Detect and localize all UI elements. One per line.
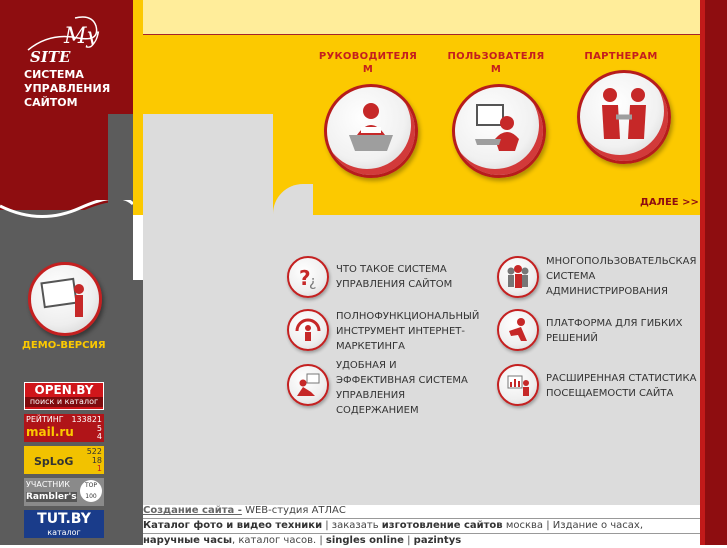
content-management-icon[interactable] — [287, 364, 329, 406]
footer-line-2 — [143, 519, 700, 533]
openby-counter[interactable] — [24, 382, 104, 410]
mailru-value: 4 — [96, 432, 102, 441]
presentation-board-icon — [31, 265, 99, 333]
openby-title: OPEN.BY — [34, 383, 94, 397]
tutby-counter[interactable] — [24, 510, 104, 538]
top-bar — [143, 0, 700, 35]
splog-value: 522 — [86, 447, 102, 456]
more-link[interactable]: ДАЛЕЕ >> — [640, 197, 699, 208]
feature-multiuser-link[interactable] — [546, 254, 696, 299]
footer-link[interactable]: наручные часы — [143, 535, 232, 546]
feature-text-line: ПОЛНОФУНКЦИОНАЛЬНЫЙ — [336, 311, 480, 322]
header-wave-decoration — [0, 200, 133, 230]
feature-text-line: РАСШИРЕННАЯ СТАТИСТИКА — [546, 373, 697, 384]
manager-at-desk-icon — [327, 87, 415, 175]
content-corner — [143, 114, 273, 215]
feature-text-line: МНОГОПОЛЬЗОВАТЕЛЬСКАЯ — [546, 256, 697, 267]
statistics-chart-icon[interactable] — [497, 364, 539, 406]
tutby-title: TUT.BY — [37, 511, 91, 527]
feature-text-line: МАРКЕТИНГА — [336, 341, 405, 352]
system-title-line: САЙТОМ — [24, 96, 78, 109]
feature-content-link[interactable] — [336, 358, 468, 418]
feature-text-line: ЧТО ТАКОЕ СИСТЕМА — [336, 264, 447, 275]
feature-text-line: УПРАВЛЕНИЯ САЙТОМ — [336, 279, 453, 290]
mailru-value: 5 — [96, 424, 102, 433]
mailru-counter[interactable] — [24, 414, 104, 442]
feature-statistics-link[interactable] — [546, 371, 696, 401]
role-partners-button[interactable] — [577, 70, 671, 164]
marketing-tool-icon[interactable] — [287, 309, 329, 351]
system-title-line: СИСТЕМА — [24, 68, 84, 81]
mailru-value: 133821 — [71, 415, 102, 424]
footer-line-1 — [143, 504, 700, 518]
platform-figure-icon[interactable] — [497, 309, 539, 351]
footer-link[interactable]: pazintys — [413, 535, 462, 546]
logo-my-text: My — [64, 24, 99, 49]
feature-text-line: СОДЕРЖАНИЕМ — [336, 405, 419, 416]
footer-line-3 — [143, 534, 700, 548]
feature-text-line: УПРАВЛЕНИЯ — [336, 390, 406, 401]
role-label-line: М — [362, 64, 374, 75]
splog-value: 18 — [91, 456, 102, 465]
rambler-title: УЧАСТНИК — [26, 480, 70, 489]
footer-text: | — [403, 535, 414, 546]
right-border-line — [700, 0, 705, 545]
role-users-link[interactable] — [441, 50, 551, 76]
footer-link[interactable]: Каталог фото и видео техники — [143, 520, 323, 531]
role-partners-link[interactable] — [566, 50, 676, 63]
rambler-counter[interactable] — [24, 478, 104, 506]
rambler-brand: Rambler's — [26, 492, 77, 502]
feature-text-line: ПЛАТФОРМА ДЛЯ ГИБКИХ — [546, 318, 683, 329]
feature-marketing-link[interactable] — [336, 309, 479, 354]
left-sidebar-strip — [108, 114, 133, 284]
footer-link[interactable]: singles online — [325, 535, 404, 546]
footer-text: , каталог часов. | — [232, 535, 326, 546]
site-logo[interactable] — [20, 12, 110, 67]
demo-button[interactable] — [28, 262, 102, 336]
mailru-title: РЕЙТИНГ — [26, 415, 64, 424]
feature-text-line: ИНСТРУМЕНТ ИНТЕРНЕТ- — [336, 326, 465, 337]
svg-text:¿: ¿ — [309, 274, 317, 290]
system-title — [24, 68, 110, 110]
handshake-icon — [580, 73, 668, 161]
footer-links — [143, 504, 700, 548]
role-managers-button[interactable] — [324, 84, 418, 178]
role-label-line: М — [490, 64, 502, 75]
demo-label[interactable]: ДЕМО-ВЕРСИЯ — [22, 340, 106, 351]
question-mark-icon[interactable] — [287, 256, 329, 298]
tutby-subtitle: каталог — [47, 528, 81, 537]
footer-text: | заказать — [322, 520, 382, 531]
feature-text-line: УДОБНАЯ И — [336, 360, 397, 371]
role-managers-link[interactable] — [313, 50, 423, 76]
right-border-strip — [705, 0, 727, 545]
feature-text-line: СИСТЕМА — [546, 271, 596, 282]
feature-text-line: АДМИНИСТРИРОВАНИЯ — [546, 286, 668, 297]
svg-text:?: ? — [299, 266, 311, 290]
openby-subtitle: поиск и каталог — [25, 397, 103, 407]
footer-studio-link[interactable]: Создание сайта - — [143, 505, 242, 516]
feature-platform-link[interactable] — [546, 316, 682, 346]
feature-text-line: ЭФФЕКТИВНАЯ СИСТЕМА — [336, 375, 468, 386]
role-label-line: РУКОВОДИТЕЛЯ — [318, 51, 418, 62]
footer-text: москва | Издание о часах, — [502, 520, 644, 531]
footer-studio-text: WEB-студия АТЛАС — [241, 505, 346, 516]
role-users-button[interactable] — [452, 84, 546, 178]
splog-brand: SpLoG — [34, 455, 74, 468]
users-group-icon[interactable] — [497, 256, 539, 298]
role-label-line: ПАРТНЕРАМ — [584, 51, 658, 62]
role-label-line: ПОЛЬЗОВАТЕЛЯ — [447, 51, 545, 62]
rambler-top100-badge: TOP 100 — [80, 480, 102, 502]
feature-text-line: ПОСЕЩАЕМОСТИ САЙТА — [546, 388, 674, 399]
user-at-computer-icon — [455, 87, 543, 175]
splog-value: 1 — [96, 464, 102, 473]
splog-counter[interactable] — [24, 446, 104, 474]
system-title-line: УПРАВЛЕНИЯ — [24, 82, 111, 95]
logo-site-text: SITE — [30, 48, 71, 66]
footer-link[interactable]: изготовление сайтов — [381, 520, 503, 531]
mailru-brand: mail.ru — [26, 425, 74, 439]
feature-text-line: РЕШЕНИЙ — [546, 333, 598, 344]
feature-what-is-cms-link[interactable] — [336, 262, 452, 292]
